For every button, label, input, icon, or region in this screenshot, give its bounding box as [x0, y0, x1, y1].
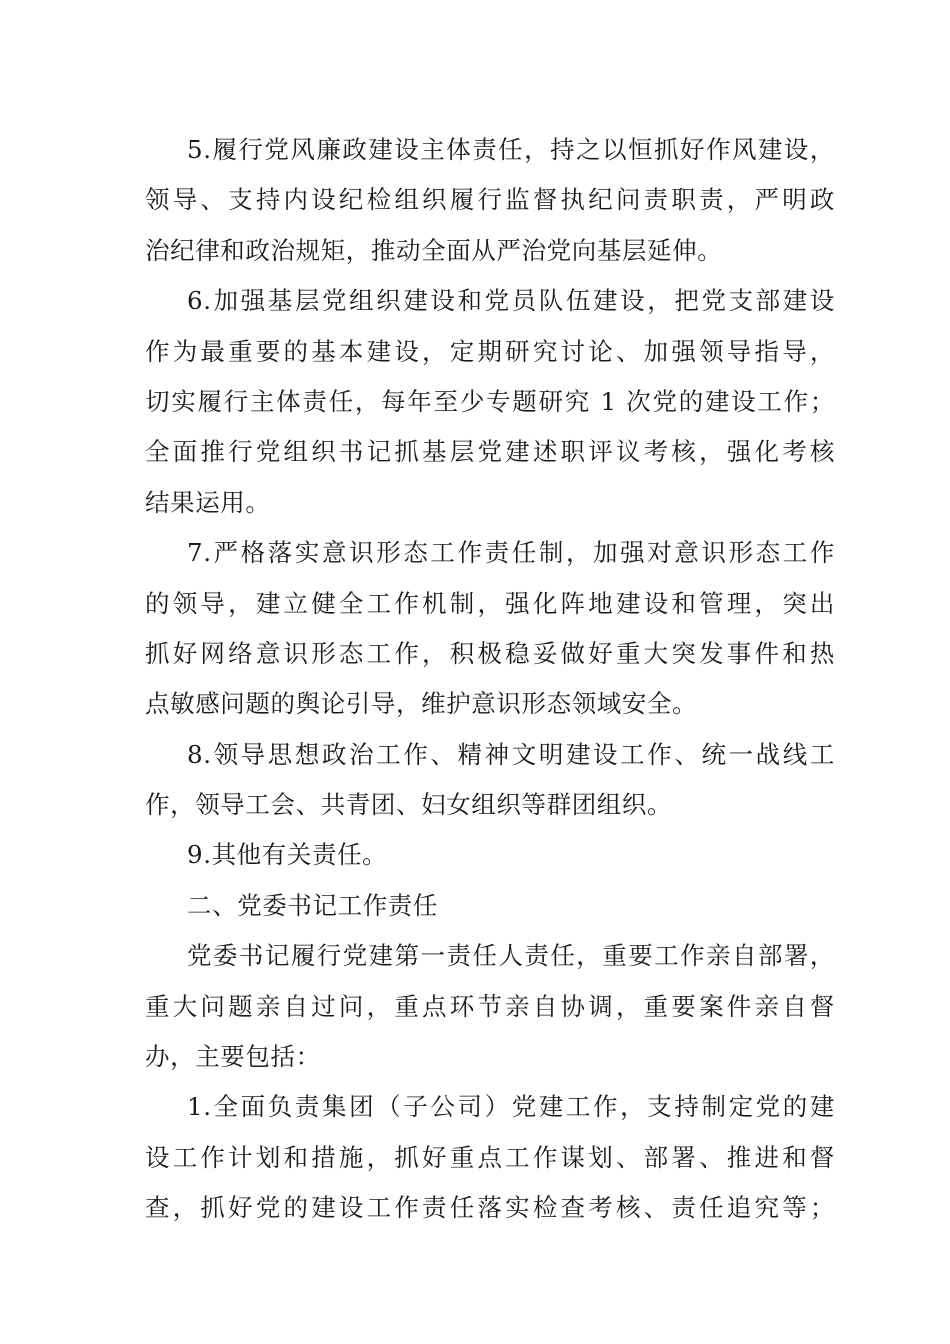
document-body: [145, 125, 835, 1234]
paragraph-line: 治纪律和政治规矩，推动全面从严治党向基层延伸。: [145, 235, 723, 265]
section-heading-text: 二、党委书记工作责任: [187, 890, 438, 920]
paragraph-item-6: [145, 276, 835, 528]
paragraph-item-7: [145, 528, 835, 730]
section-2-intro: [145, 931, 835, 1082]
paragraph-line: 8.领导思想政治工作、精神文明建设工作、统一战线工: [187, 739, 835, 769]
paragraph-line: 的领导，建立健全工作机制，强化阵地建设和管理，突出: [145, 588, 835, 618]
section-2-paragraph-item-1: [145, 1082, 835, 1233]
paragraph-item-5: [145, 125, 835, 276]
paragraph-line: 查，抓好党的建设工作责任落实检查考核、责任追究等；: [145, 1193, 835, 1223]
paragraph-line: 1.全面负责集团（子公司）党建工作，支持制定党的建: [187, 1092, 835, 1122]
paragraph-line: 抓好网络意识形态工作，积极稳妥做好重大突发事件和热: [145, 638, 835, 668]
paragraph-line: 点敏感问题的舆论引导，维护意识形态领域安全。: [145, 689, 698, 719]
paragraph-line: 设工作计划和措施，抓好重点工作谋划、部署、推进和督: [145, 1142, 835, 1172]
paragraph-line: 党委书记履行党建第一责任人责任，重要工作亲自部署，: [187, 941, 835, 971]
paragraph-line: 重大问题亲自过问，重点环节亲自协调，重要案件亲自督: [145, 991, 835, 1021]
paragraph-line: 作为最重要的基本建设，定期研究讨论、加强领导指导，: [145, 336, 835, 366]
paragraph-line: 6.加强基层党组织建设和党员队伍建设，把党支部建设: [187, 286, 835, 316]
paragraph-line: 全面推行党组织书记抓基层党建述职评议考核，强化考核: [145, 437, 835, 467]
section-heading-2: [145, 881, 835, 931]
paragraph-line: 领导、支持内设纪检组织履行监督执纪问责职责，严明政: [145, 185, 835, 215]
paragraph-line: 作，领导工会、共青团、妇女组织等群团组织。: [145, 790, 673, 820]
paragraph-line: 7.严格落实意识形态工作责任制，加强对意识形态工作: [187, 538, 835, 568]
paragraph-item-8: [145, 730, 835, 831]
paragraph-line: 切实履行主体责任，每年至少专题研究 1 次党的建设工作；: [145, 386, 835, 416]
paragraph-item-9: [145, 830, 835, 880]
paragraph-line: 9.其他有关责任。: [187, 840, 388, 870]
paragraph-line: 办，主要包括：: [145, 1042, 321, 1072]
paragraph-line: 5.履行党风廉政建设主体责任，持之以恒抓好作风建设，: [187, 135, 835, 164]
paragraph-line: 结果运用。: [145, 487, 271, 517]
